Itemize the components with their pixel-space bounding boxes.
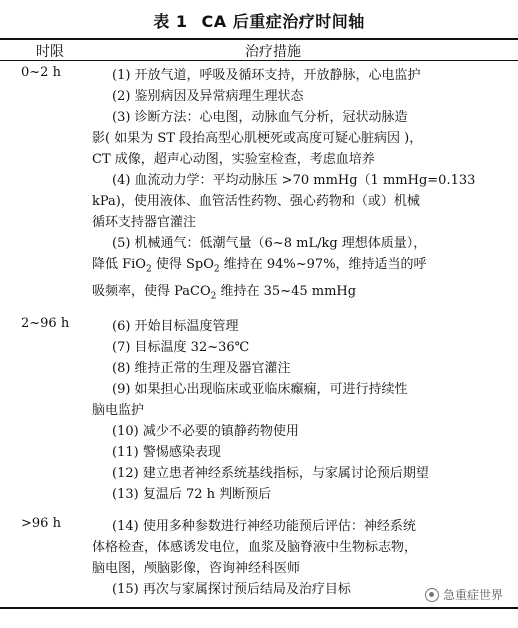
- measures-cell: [92, 316, 506, 505]
- period-cell: 2~96 h: [21, 316, 70, 331]
- measure-item: (9) 如果担心出现临床或亚临床癫痫，可进行持续性 脑电监护: [92, 382, 408, 418]
- table-bottom-rule: [0, 607, 518, 609]
- measure-item: (10) 减少不必要的镇静药物使用: [112, 424, 299, 439]
- table-caption: CA 后重症治疗时间轴: [201, 12, 365, 31]
- measure-item: (15) 再次与家属探讨预后结局及治疗目标: [112, 582, 351, 597]
- measures-cell: [92, 65, 506, 307]
- measure-item: (12) 建立患者神经系统基线指标，与家属讨论预后期望: [112, 466, 429, 481]
- table-header-rule: [0, 60, 518, 61]
- measure-item: (8) 维持正常的生理及器官灌注: [112, 361, 291, 376]
- table-header-row: [0, 40, 518, 59]
- measure-item: (14) 使用多种参数进行神经功能预后评估：神经系统 体格检查，体感诱发电位，血浆及脑脊液中生物标志物， 脑电图，颅脑影像，咨询神经科医师: [92, 519, 418, 576]
- measure-item: (6) 开始目标温度管理: [112, 319, 239, 334]
- measure-item: (2) 鉴别病因及异常病理生理状态: [112, 89, 304, 104]
- header-period: 时限: [36, 44, 64, 60]
- table-title: [0, 9, 518, 32]
- watermark-text: 急重症世界: [442, 588, 503, 602]
- measure-item: (4) 血流动力学：平均动脉压 >70 mmHg（1 mmHg=0.133 kPa)，使用液体、血管活性药物、强心药物和（或）机械 循环支持器官灌注: [92, 173, 476, 230]
- measure-item: (7) 目标温度 32~36℃: [112, 340, 250, 355]
- period-cell: 0~2 h: [21, 65, 61, 80]
- header-measures: 治疗措施: [245, 44, 301, 60]
- measure-item: (1) 开放气道，呼吸及循环支持，开放静脉，心电监护: [112, 68, 421, 83]
- measure-item: (3) 诊断方法：心电图，动脉血气分析，冠状动脉造 影( 如果为 ST 段抬高型心肌梗死或高度可疑心脏病因 )， CT 成像，超声心动图，实验室检查，考虑血培养: [92, 110, 423, 167]
- wechat-icon: [425, 588, 439, 602]
- watermark: [422, 585, 506, 604]
- period-cell: >96 h: [21, 516, 61, 531]
- measure-item: (13) 复温后 72 h 判断预后: [112, 487, 272, 502]
- table-number: 表 1: [153, 12, 188, 31]
- measure-item: (11) 警惕感染表现: [112, 445, 221, 460]
- measure-item: (5) 机械通气：低潮气量（6~8 mL/kg 理想体质量）， 降低 FiO$_2$ 使得 SpO$_2$ 维持在 94%~97%，维持适当的呼 吸频率，使得 PaCO$_2$ 维持在 35~45 mmHg: [92, 236, 427, 302]
